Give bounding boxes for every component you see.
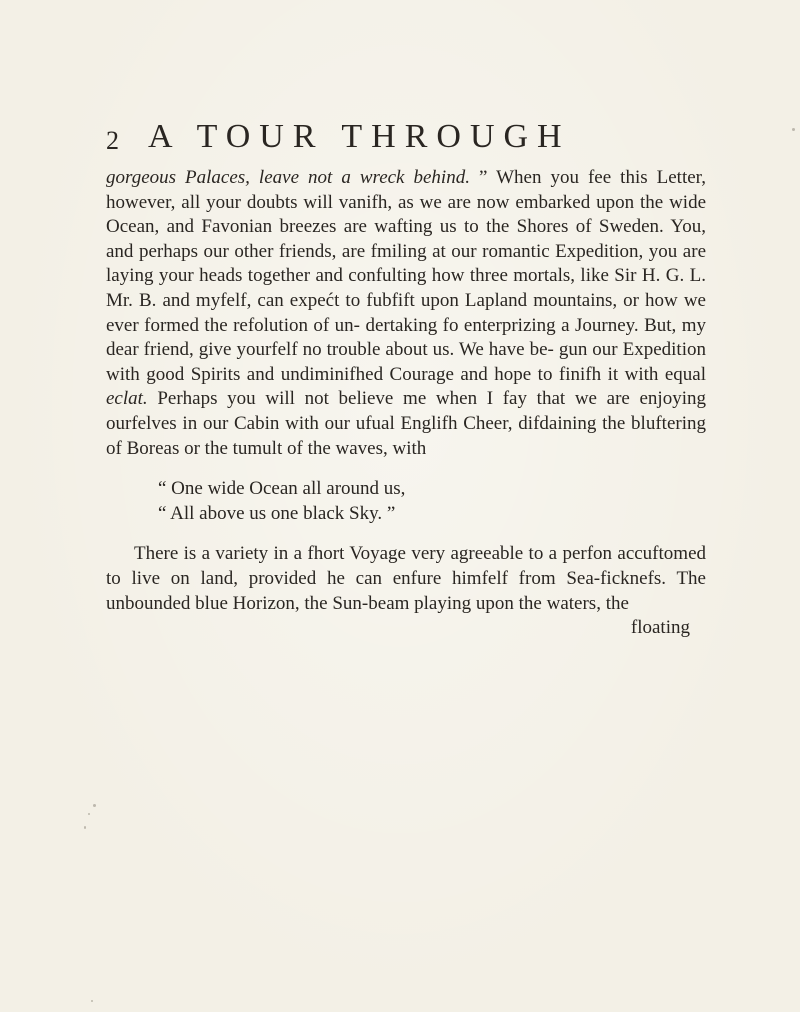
verse-line-2: “ All above us one black Sky. ” [158, 502, 396, 524]
body-text [106, 166, 706, 641]
paper-speck [93, 804, 96, 807]
page-number: 2 [106, 126, 119, 155]
paper-speck [792, 128, 795, 131]
paragraph-1-end: Perhaps you will not believe me when I fay that we are enjoying ourfelves in our Cabin with our ufual Englifh Cheer, difdaining the bluftering of Boreas or the tumult of the waves, with [106, 388, 706, 459]
italic-eclat: eclat. [106, 388, 148, 410]
italic-quote: gorgeous Palaces, leave not a wreck behind. [106, 167, 470, 188]
catchword: floating [630, 617, 690, 639]
paragraph-1 [106, 166, 706, 461]
paragraph-2: There is a variety in a fhort Voyage very agreeable to a perfon accuftomed to live on land, provided he can enfure himfelf from Sea-ficknefs. The unbounded blue Horizon, the Sun-beam playing upon the waters, the [106, 543, 706, 614]
verse-line-1: “ One wide Ocean all around us, [158, 478, 406, 500]
paragraph-1-text: ” When you fee this Letter, however, all your doubts will vanifh, as we are now embarked upon the wide Ocean, and Favonian breezes are wafting us to the Shores of Sweden. You, and perhaps our other friends, are fmiling at our romantic Expedition, you are laying your heads together and confulting how three mortals, like Sir H. G. L. Mr. B. and myfelf, can expećt to fubfift upon Lapland mountains, or how we ever formed the refolution of un- dertaking fo enterprizing a Journey. But, my dear friend, give yourfelf no trouble about us. We have be- gun our Expedition with good Spirits and undiminifhed Courage and hope to finifh it with equal [106, 167, 706, 385]
running-head: A TOUR THROUGH [148, 118, 571, 155]
page-header [106, 118, 706, 158]
verse-quote [158, 477, 706, 526]
paper-speck [91, 1000, 93, 1002]
paper-speck [88, 813, 90, 815]
paper-speck [84, 826, 86, 829]
